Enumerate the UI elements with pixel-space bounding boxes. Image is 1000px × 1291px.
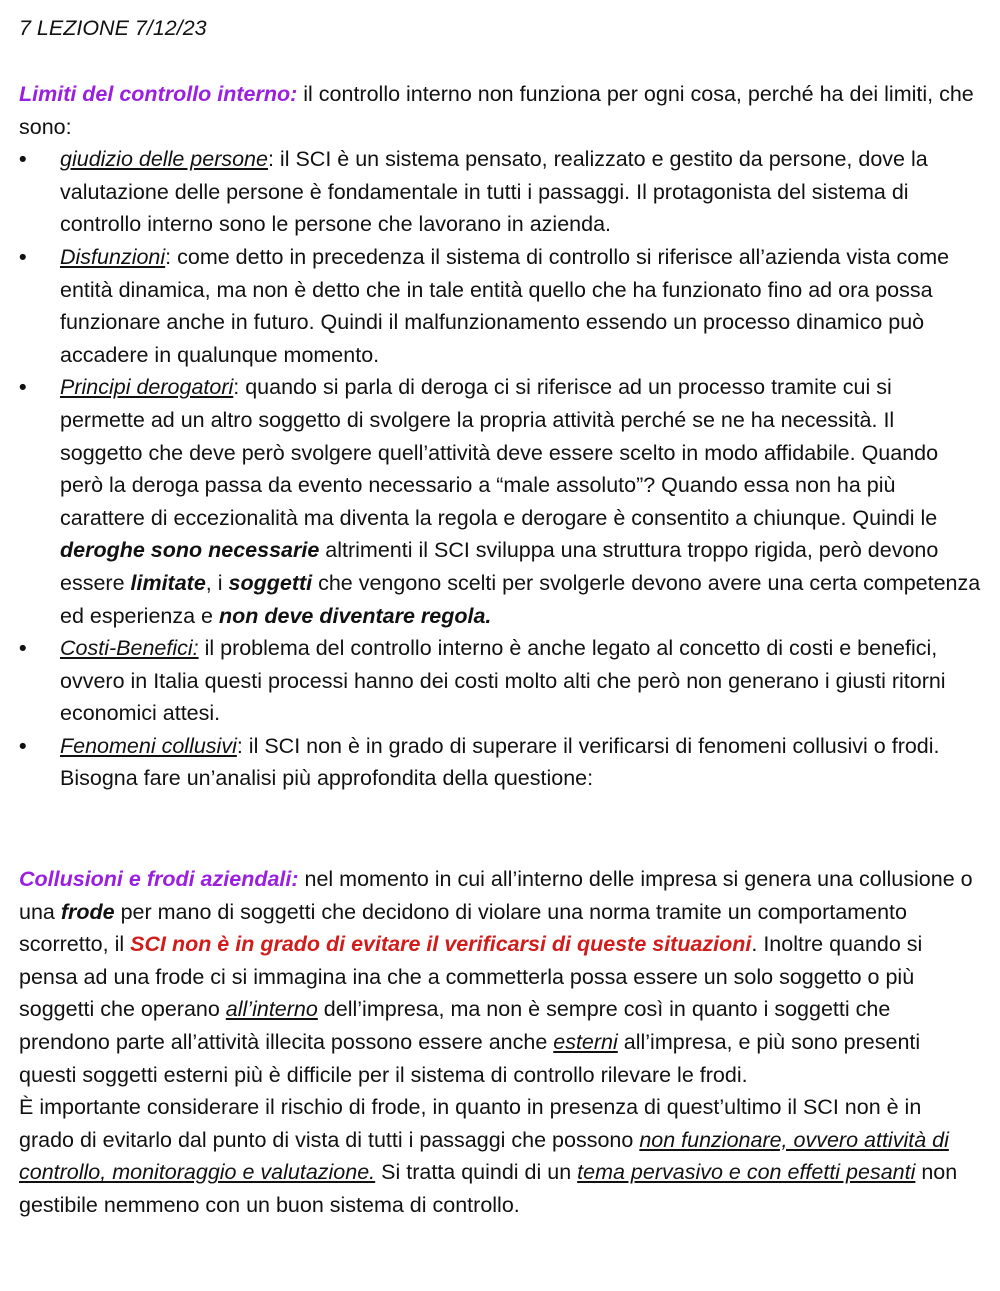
item-text: : quando si parla di deroga ci si riferisce ad un processo tramite cui si permette ad un altro soggetto di svolgere la propria attività perché se ne ha necessità. Il soggetto che deve però svolgere quell’attività deve essere scelto in modo affidabile. Quando però la deroga passa da evento necessario a “male assoluto”? Quando essa non ha più carattere di eccezionalità ma diventa la regola e derogare è consentito a chiunque. Quindi le (60, 375, 939, 530)
underline-non-funzionare: non funzionare, ovvero attività di controllo, monitoraggio e valutazione. (19, 1127, 949, 1185)
bullet-icon: • (19, 733, 27, 758)
term-fenomeni-collusivi: Fenomeni collusivi (60, 733, 237, 758)
item-text: : il SCI è un sistema pensato, realizzato e gestito da persone, dove la valutazione delle persone è fondamentale in tutti i passaggi. Il protagonista del sistema di controllo interno sono le persone che lavorano in azienda. (60, 147, 928, 237)
item-text: che vengono scelti per svolgerle devono avere una certa competenza ed esperienza e (60, 570, 981, 628)
section-heading-collusioni: Collusioni e frodi aziendali: (19, 867, 299, 891)
limits-list (19, 143, 981, 795)
section-heading-limiti: Limiti del controllo interno: (19, 82, 298, 106)
underline-tema-pervasivo: tema pervasivo e con effetti pesanti (577, 1160, 916, 1185)
paragraph-text: per mano di soggetti che decidono di violare una norma tramite un comportamento scorretto, il (19, 899, 907, 957)
paragraph-text: all’impresa, e più sono presenti questi soggetti esterni più è difficile per il sistema di controllo rilevare le frodi. (19, 1029, 921, 1087)
emphasis-frode: frode (60, 899, 115, 924)
bullet-icon: • (19, 147, 27, 172)
emphasis-regola: non deve diventare regola. (218, 603, 492, 628)
item-text: : come detto in precedenza il sistema di controllo si riferisce all’azienda vista come entità dinamica, ma non è detto che in tale entità quello che ha funzionato fino ad ora possa funzionare anche in futuro. Quindi il malfunzionamento essendo un processo dinamico può accadere in qualunque momento. (60, 244, 950, 367)
list-item (19, 730, 981, 795)
section-limiti-intro (19, 78, 981, 143)
term-disfunzioni: Disfunzioni (60, 244, 166, 269)
list-item (19, 143, 981, 241)
paragraph-text: . Inoltre quando si pensa ad una frode ci si immagina ina che a commetterla possa essere un solo soggetto o più soggetti che operano (19, 932, 923, 1022)
item-text: , i (205, 570, 229, 595)
bullet-icon: • (19, 244, 27, 269)
item-text: : il SCI non è in grado di superare il verificarsi di fenomeni collusivi o frodi. Bisogna fare un’analisi più approfondita della questione: (60, 733, 940, 791)
collusioni-paragraph (19, 863, 981, 1091)
item-text: altrimenti il SCI sviluppa una struttura troppo rigida, però devono essere (60, 538, 939, 595)
emphasis-deroghe: deroghe sono necessarie (60, 538, 320, 563)
list-item (19, 241, 981, 371)
paragraph-text: non gestibile nemmeno con un buon sistema di controllo. (19, 1160, 958, 1217)
section-limiti (19, 78, 981, 795)
paragraph-text: È importante considerare il rischio di frode, in quanto in presenza di quest’ultimo il SCI non è in grado di evitarlo dal punto di vista di tutti i passaggi che possono (19, 1095, 922, 1152)
intro-text: il controllo interno non funziona per ogni cosa, perché ha dei limiti, che sono: (19, 82, 974, 139)
emphasis-sci-red: SCI non è in grado di evitare il verificarsi di queste situazioni (130, 932, 752, 957)
emphasis-soggetti: soggetti (228, 570, 313, 595)
paragraph-text: Si tratta quindi di un (375, 1160, 578, 1185)
list-item (19, 371, 981, 632)
list-item (19, 632, 981, 730)
rischio-frode-paragraph (19, 1091, 981, 1221)
underline-interno: all’interno (225, 997, 318, 1022)
paragraph-text: dell’impresa, ma non è sempre così in quanto i soggetti che prendono parte all’attività illecita possono essere anche (19, 997, 891, 1054)
lecture-title: 7 LEZIONE 7/12/23 (19, 16, 207, 40)
section-collusioni (19, 863, 981, 1222)
underline-esterni: esterni (553, 1029, 618, 1054)
term-principi-derogatori: Principi derogatori (60, 375, 234, 400)
paragraph-text: nel momento in cui all’interno delle impresa si genera una collusione o una (19, 867, 973, 924)
bullet-icon: • (19, 636, 27, 661)
emphasis-limitate: limitate (130, 570, 206, 595)
term-costi-benefici: Costi-Benefici: (60, 636, 199, 661)
item-text: il problema del controllo interno è anche legato al concetto di costi e benefici, ovvero in Italia questi processi hanno dei costi molto alti che però non generano i giusti ritorni economici attesi. (60, 636, 946, 726)
bullet-icon: • (19, 375, 27, 400)
term-giudizio: giudizio delle persone (60, 147, 268, 172)
